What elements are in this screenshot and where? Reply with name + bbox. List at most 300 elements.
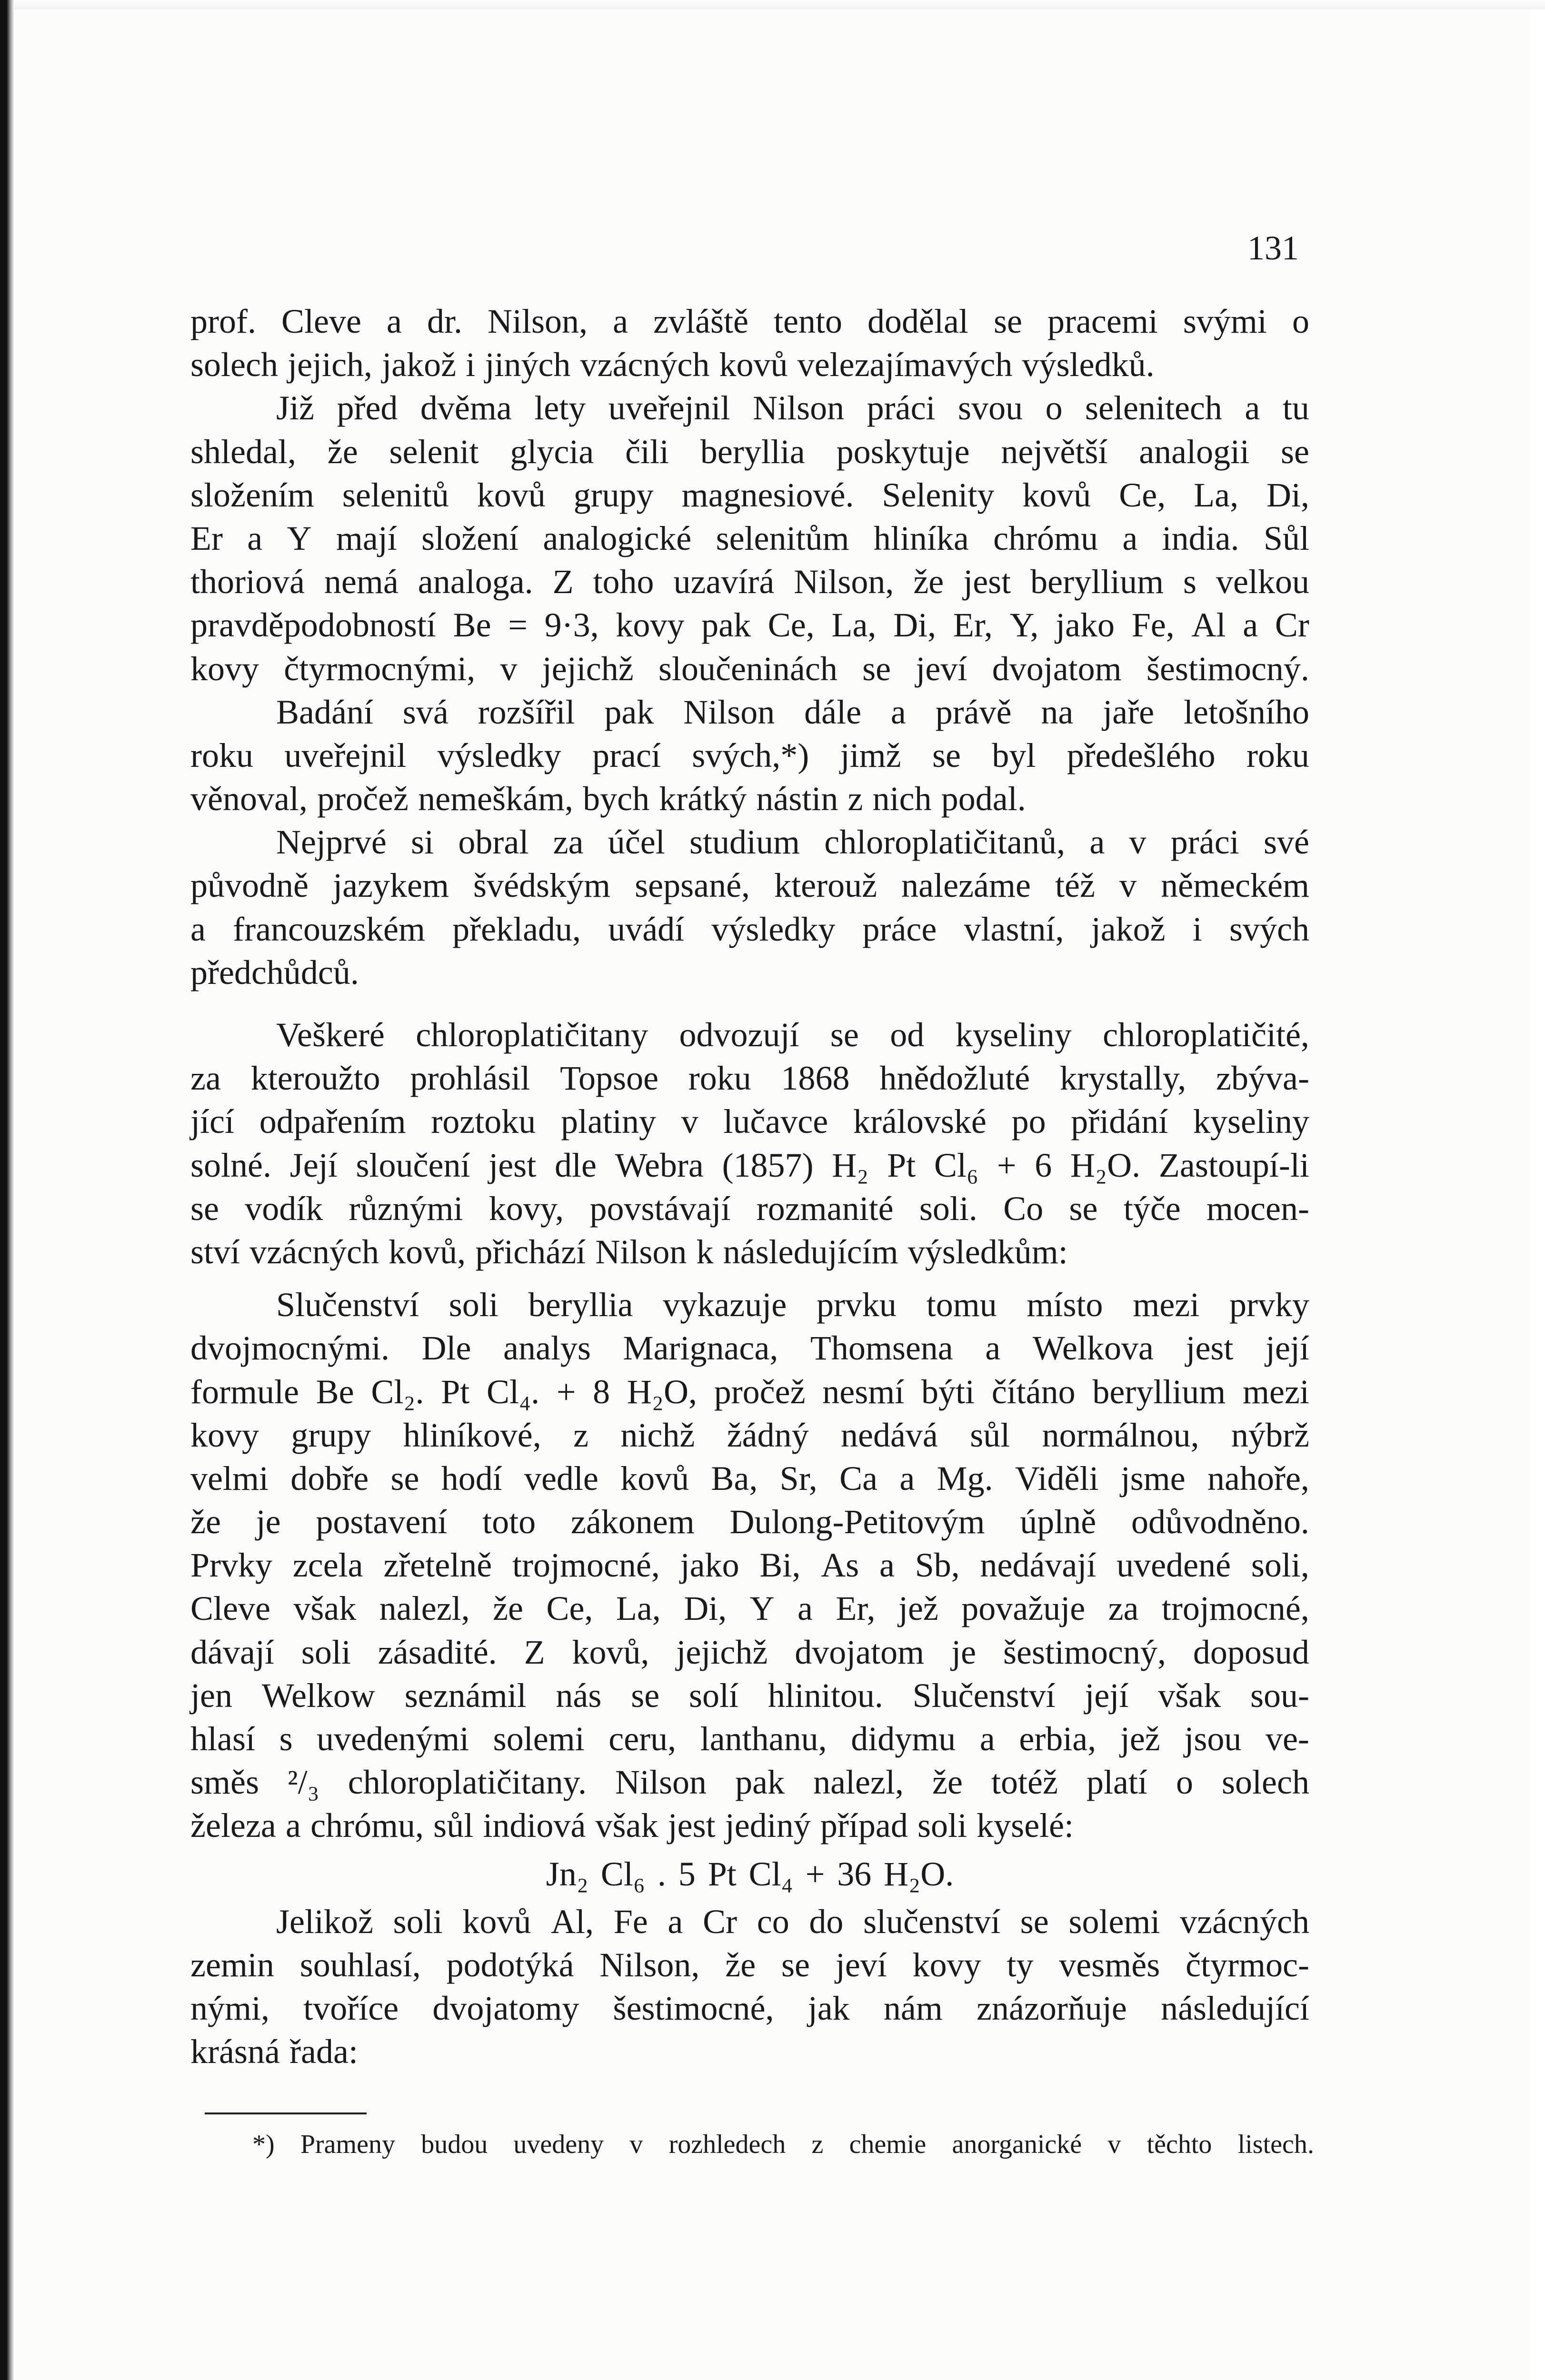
word: Topsoe [560, 1059, 659, 1098]
word: za [190, 1059, 221, 1098]
text-line [190, 908, 1309, 951]
word: glycia [510, 432, 594, 471]
word: výsledků. [1022, 346, 1155, 384]
word: přidání [1071, 1102, 1168, 1141]
text-line [190, 1057, 1309, 1100]
word: Cl₆ [600, 1854, 645, 1893]
word: pak [604, 693, 654, 731]
word: její [1085, 1676, 1129, 1715]
word: doposud [1193, 1633, 1309, 1671]
page-binding-edge [0, 0, 14, 2380]
word: velezajímavých [797, 346, 1013, 384]
word: uvedeny [513, 2130, 604, 2159]
word: trojmocné, [512, 1546, 660, 1585]
word: poskytuje [836, 432, 970, 471]
word: v [1107, 2130, 1121, 2159]
text-line [190, 1631, 1309, 1674]
word: Nilson, [488, 302, 588, 340]
word: roku [1246, 736, 1309, 774]
word: jak [807, 1989, 850, 2027]
word: Sr, [779, 1459, 817, 1497]
word: v [500, 649, 518, 688]
text-line [190, 1674, 1309, 1717]
text-line [190, 1414, 1309, 1457]
word: od [890, 1016, 925, 1054]
word: Nilson, [794, 563, 894, 601]
word: beryllia [700, 432, 805, 471]
word: nám [883, 1989, 943, 2027]
word: šestimocný. [1146, 649, 1309, 688]
word: didymu [851, 1720, 956, 1758]
word: (1857) [722, 1146, 814, 1184]
word: Di, [893, 606, 937, 645]
word: krystally, [1059, 1059, 1186, 1098]
word: je [256, 1503, 281, 1541]
word: budou [421, 2130, 488, 2159]
word: slučenství [863, 1902, 1001, 1941]
word: uzavírá [673, 563, 775, 601]
word: Nejprvé [276, 823, 387, 862]
word: soli [393, 1902, 443, 1941]
word: nýbrž [1231, 1416, 1309, 1454]
word: se [390, 1459, 419, 1497]
word: těchto [1146, 2130, 1212, 2159]
word: na [1041, 693, 1074, 731]
word: a [890, 693, 906, 731]
word: platiny [560, 1102, 656, 1141]
word: Cr [703, 1902, 738, 1941]
word: a [386, 302, 402, 340]
word: grupy [291, 1416, 371, 1454]
word: obral [458, 823, 529, 862]
word: jejichž [542, 649, 634, 688]
word: šestimocné, [613, 1989, 774, 2027]
chemical-formula [190, 1848, 1309, 1900]
word: zbýva- [1216, 1059, 1309, 1098]
text-line [190, 474, 1309, 517]
word: a [668, 1902, 683, 1941]
text-line [190, 1804, 1309, 1847]
word: nými, [190, 1989, 270, 2027]
text-line [190, 1944, 1309, 1987]
word: se [1069, 1189, 1098, 1228]
word: její [1265, 1329, 1309, 1368]
word: Nilson [683, 693, 775, 731]
word: Thomsena [810, 1329, 953, 1368]
word: tento [774, 302, 842, 340]
text-line [190, 300, 1309, 343]
word: Badání [276, 693, 373, 731]
word: kovy [912, 1945, 981, 1984]
word: Ce, [768, 606, 815, 645]
word: nedávají [980, 1546, 1096, 1585]
word: solné. [190, 1146, 271, 1184]
word: soli, [1251, 1546, 1309, 1585]
word: Ca [839, 1459, 878, 1497]
word: Marignaca, [623, 1329, 778, 1368]
word: v [629, 2130, 643, 2159]
word: solemi [493, 1720, 585, 1758]
word: o [1292, 302, 1309, 340]
word: indiová [483, 1806, 586, 1845]
word: ství [190, 1232, 240, 1271]
word: formule [190, 1372, 299, 1411]
word: býti [921, 1372, 975, 1411]
word: jest [488, 1146, 537, 1184]
word: Sb, [915, 1546, 960, 1585]
word: dále [804, 693, 862, 731]
word: Nilson [595, 1232, 687, 1271]
word: totéž [991, 1763, 1058, 1802]
word: Y, [1009, 606, 1039, 645]
word: dávají [190, 1633, 274, 1671]
word: co [757, 1902, 789, 1941]
word: analys [503, 1329, 591, 1368]
word: Er, [953, 606, 993, 645]
word: z [811, 2130, 824, 2159]
word: jest [668, 1806, 716, 1845]
word: kyselé: [977, 1806, 1074, 1845]
paragraph [190, 1283, 1309, 1847]
word: nalezáme [901, 866, 1031, 905]
word: též [1055, 866, 1095, 905]
word: svých [1229, 910, 1309, 948]
word: La, [831, 606, 877, 645]
word: sůl [433, 1806, 474, 1845]
word: 9·3, [544, 606, 599, 645]
word: hlasí [190, 1720, 255, 1758]
word: si [411, 823, 434, 862]
word: povstávají [589, 1189, 731, 1228]
word: odůvodněno. [1131, 1503, 1309, 1541]
word: předchůdců. [190, 953, 359, 992]
word: dvojatomy [432, 1989, 579, 2027]
word: Selenity [882, 476, 995, 514]
text-line [190, 647, 1309, 691]
word: kovů [477, 476, 546, 514]
word: Er [190, 519, 223, 557]
word: mají [336, 519, 397, 557]
text-line [190, 691, 1309, 734]
word: nás [556, 1676, 602, 1715]
word: analoga. [418, 563, 533, 601]
word: kovy [190, 1416, 259, 1454]
word: jako [1056, 606, 1115, 645]
word: Fe [613, 1902, 648, 1941]
word: vodík [245, 1189, 323, 1228]
word: kovů, [572, 1633, 649, 1671]
word: Cleve [281, 302, 361, 340]
word: nahoře, [1207, 1459, 1309, 1497]
text-line [190, 1500, 1309, 1544]
word: kovů [462, 1902, 531, 1941]
word: shledal, [190, 432, 296, 471]
word: + [805, 1854, 825, 1893]
word: nichž [620, 1416, 695, 1454]
word: jazykem [333, 866, 449, 905]
word: velkou [1216, 563, 1309, 601]
word: vzácných [249, 1232, 379, 1271]
word: že [913, 563, 944, 601]
word: uveřejnil [608, 389, 730, 427]
word: roku [688, 1059, 751, 1098]
word: lety [534, 389, 586, 427]
text-line [190, 1230, 1309, 1274]
word: Y [749, 1589, 775, 1628]
text-line [190, 1761, 1309, 1804]
word: je [951, 1633, 977, 1671]
word: selenitům [716, 519, 849, 557]
text-line [190, 343, 1309, 387]
word: se [1280, 432, 1309, 471]
word: mezi [1243, 1372, 1309, 1411]
word: zákonem [570, 1503, 695, 1541]
word: Ba, [711, 1459, 758, 1497]
word: i [466, 346, 476, 384]
word: a [979, 1720, 995, 1758]
word: Pt [441, 1372, 470, 1411]
word: tvoříce [303, 1989, 399, 2027]
text-line [190, 560, 1309, 604]
word: + [997, 1146, 1017, 1184]
word: o [1045, 389, 1063, 427]
word: H₂ [832, 1146, 869, 1184]
footnote-rule [205, 2112, 367, 2114]
word: jen [190, 1676, 232, 1715]
word: 8 [593, 1372, 610, 1411]
paragraph [190, 691, 1309, 821]
word: úplně [1020, 1503, 1096, 1541]
word: a [1122, 519, 1138, 557]
word: švédským [473, 866, 611, 905]
word: prof. [190, 302, 256, 340]
word: francouzském [233, 910, 425, 948]
word: toto [482, 1503, 536, 1541]
paragraph [190, 1013, 1309, 1274]
word: sepsané, [635, 866, 750, 905]
text-line [190, 1144, 1309, 1187]
word: beryllium [1030, 563, 1164, 601]
word: 36 [837, 1854, 872, 1893]
word: chrómu [993, 519, 1098, 557]
word: chloroplatičitany. [348, 1763, 587, 1802]
word: nalezl, [379, 1589, 470, 1628]
word: dle [554, 1146, 597, 1184]
text-line [190, 2030, 1309, 2073]
text-line [190, 1100, 1309, 1143]
word: sloučeninách [658, 649, 837, 688]
word: dvojmocnými. [190, 1329, 389, 1368]
word: dodělal [867, 302, 968, 340]
word: nesmí [822, 1372, 905, 1411]
word: s [1183, 563, 1197, 601]
word: magnesiové. [681, 476, 854, 514]
word: erbia, [1019, 1720, 1096, 1758]
word: pak [701, 606, 751, 645]
word: práci [1170, 823, 1239, 862]
footnote [252, 2128, 1314, 2161]
word: Cl₄ [748, 1854, 793, 1893]
word: zřetelně [383, 1546, 492, 1585]
word: a [247, 519, 263, 557]
word: ceru, [608, 1720, 677, 1758]
word: pročež [317, 780, 409, 818]
word: solech [1222, 1763, 1309, 1802]
word: vzácných [580, 346, 710, 384]
word: uvedenými [317, 1720, 469, 1758]
word: La, [1194, 476, 1239, 514]
word: Mg. [937, 1459, 993, 1497]
word: kovů, [389, 1232, 466, 1271]
word: Pt [708, 1854, 737, 1893]
word: Be [453, 606, 491, 645]
word: složení [421, 519, 519, 557]
word: pročež [714, 1372, 806, 1411]
word: Jn₂ [546, 1854, 588, 1893]
word: Welkow [261, 1676, 375, 1715]
word: Di, [1266, 476, 1309, 514]
text-line [190, 1717, 1309, 1761]
word: jsou [1184, 1720, 1242, 1758]
word: Pt [887, 1146, 916, 1184]
word: Webra [615, 1146, 704, 1184]
word: směs [190, 1763, 259, 1802]
word: za [1108, 1589, 1139, 1628]
word: Dle [421, 1329, 471, 1368]
word: = [508, 606, 528, 645]
word: Fe, [1131, 606, 1175, 645]
word: zcela [292, 1546, 363, 1585]
text-line [190, 1187, 1309, 1230]
word: výsledkům: [907, 1232, 1068, 1271]
word: v [681, 1102, 698, 1141]
word: zásadité. [378, 1633, 497, 1671]
word: dr. [427, 302, 462, 340]
text-line [190, 1013, 1309, 1057]
word: uveřejnil [284, 736, 407, 774]
word: a [1243, 606, 1258, 645]
word: čili [625, 432, 669, 471]
word: zvláště [653, 302, 748, 340]
word: Co [1003, 1189, 1044, 1228]
word: chemie [849, 2130, 927, 2159]
word: jakož [382, 346, 457, 384]
word: i [1192, 910, 1202, 948]
word: jaře [1103, 693, 1155, 731]
word: různými [349, 1189, 463, 1228]
word: jest [1186, 1329, 1234, 1368]
text-line [190, 777, 1309, 821]
word: rozšířil [478, 693, 575, 731]
text-line [190, 517, 1309, 560]
word: krásná [190, 2033, 280, 2071]
word: čítáno [991, 1372, 1076, 1411]
word: přichází [475, 1232, 586, 1271]
word: Cleve [190, 1589, 270, 1628]
word: svých,*) [692, 736, 809, 774]
word: kovy [190, 649, 259, 688]
word: jejichž [676, 1633, 768, 1671]
word: nemá [324, 563, 399, 601]
word: čtyrmocnými, [284, 649, 476, 688]
word: pracemi [1047, 302, 1158, 340]
word: a [613, 302, 628, 340]
word: Er, [836, 1589, 876, 1628]
word: seznámil [404, 1676, 527, 1715]
word: Cl₂. [371, 1372, 424, 1411]
word: nalezl, [813, 1763, 904, 1802]
word: s [279, 1720, 293, 1758]
word: vedle [524, 1459, 598, 1497]
paragraph [190, 821, 1309, 994]
word: Její [289, 1146, 338, 1184]
word: Nilson [753, 389, 845, 427]
word: byl [992, 736, 1036, 774]
word: a [899, 1459, 915, 1497]
word: selenitech [1085, 389, 1222, 427]
text-line [190, 1544, 1309, 1587]
word: jako [680, 1546, 739, 1585]
word: znázorňuje [977, 1989, 1127, 2027]
text-line [190, 387, 1309, 430]
word: normálnou, [1042, 1416, 1199, 1454]
word: anorganické [952, 2130, 1082, 2159]
text-line [190, 1327, 1309, 1370]
word: 1868 [781, 1059, 850, 1098]
word: jediný [725, 1806, 811, 1845]
word: se [631, 1676, 660, 1715]
word: kovy, [488, 1189, 564, 1228]
text-line [190, 1987, 1309, 2030]
word: solí [688, 1676, 739, 1715]
word: Dulong-Petitovým [729, 1503, 985, 1541]
word: . [657, 1854, 666, 1893]
word: kovů [1022, 476, 1091, 514]
word: As [821, 1546, 859, 1585]
word: Cl₄. [486, 1372, 540, 1411]
word: řada: [289, 2033, 358, 2071]
word: india. [1162, 519, 1239, 557]
word: H₂O. [1070, 1146, 1141, 1184]
word: Slučenství [912, 1676, 1056, 1715]
word: mocen- [1206, 1189, 1309, 1228]
word: že [932, 1763, 963, 1802]
word: předešlého [1067, 736, 1216, 774]
word: věnoval, [190, 780, 308, 818]
word: selenitů [342, 476, 449, 514]
paragraph-gap [190, 994, 1309, 1013]
text-line [190, 1370, 1309, 1414]
word: pak [735, 1763, 785, 1802]
word: roztoku [431, 1102, 536, 1141]
word: soli [301, 1633, 351, 1671]
word: chloroplatičité, [1103, 1016, 1309, 1054]
word: Prvky [190, 1546, 273, 1585]
word: nich [872, 780, 932, 818]
word: následující [1161, 1989, 1309, 2027]
word: hliníkové, [403, 1416, 541, 1454]
word: největší [1001, 432, 1108, 471]
word: týče [1123, 1189, 1181, 1228]
word: kovů [719, 346, 788, 384]
word: nástin [756, 780, 838, 818]
word: práce [862, 910, 937, 948]
word: z [573, 1416, 589, 1454]
word: královské [853, 1102, 987, 1141]
page-number: 131 [1247, 229, 1299, 267]
word: kteroužto [250, 1059, 380, 1098]
word: jejich, [288, 346, 373, 384]
